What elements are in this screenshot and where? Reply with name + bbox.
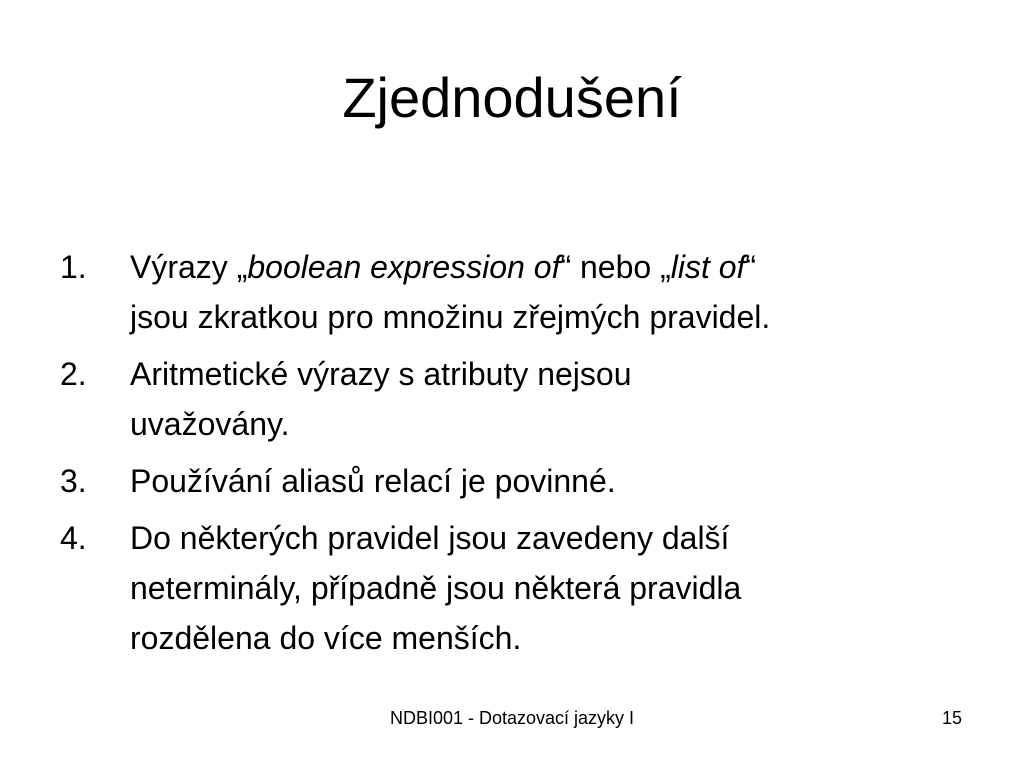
list-item-number: 4.	[60, 520, 87, 556]
list-item-text: “	[745, 249, 757, 285]
numbered-list	[0, 242, 1000, 670]
list-item-line: jsou zkratkou pro množinu zřejmých pravidel.	[130, 299, 771, 335]
list-item-emphasis: boolean expression of	[247, 249, 561, 285]
list-item-line	[130, 242, 1000, 292]
list-item-line: rozdělena do více menších.	[130, 620, 522, 656]
list-item-line: uvažovány.	[130, 406, 290, 442]
list-item-number: 2.	[60, 356, 87, 392]
list-item-3	[0, 456, 1000, 506]
list-item-line: neterminály, případně jsou některá pravidla	[130, 570, 742, 606]
page-number: 15	[941, 708, 962, 728]
list-item-line: Používání aliasů relací je povinné.	[130, 463, 616, 499]
slide-title: Zjednodušení	[342, 66, 682, 129]
footer-text: NDBI001 - Dotazovací jazyky I	[389, 708, 635, 728]
list-item-4	[0, 513, 1000, 663]
list-item-2	[0, 349, 1000, 449]
list-item-line: Aritmetické výrazy s atributy nejsou	[130, 356, 632, 392]
list-item-text: “ nebo „	[560, 249, 671, 285]
list-item-1	[0, 242, 1000, 342]
list-item-number: 3.	[60, 463, 87, 499]
list-item-number: 1.	[60, 249, 87, 285]
list-item-text: Výrazy „	[130, 249, 248, 285]
list-item-emphasis: list of	[670, 249, 746, 285]
list-item-line: Do některých pravidel jsou zavedeny další	[130, 520, 730, 556]
